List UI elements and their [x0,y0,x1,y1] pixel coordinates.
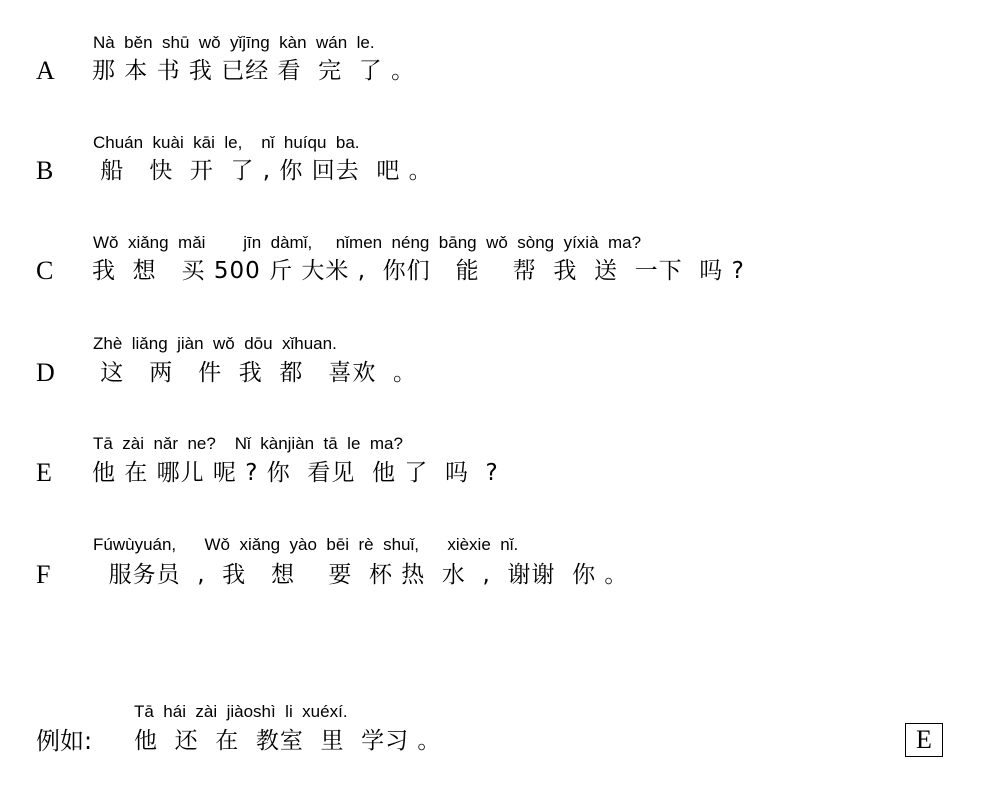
hanzi-line: 这 两 件 我 都 喜欢 。 [92,360,417,386]
option-letter: E [36,458,52,487]
hanzi-line: 我 想 买 500 斤 大米 , 你们 能 帮 我 送 一下 吗 ? [92,258,745,284]
hanzi-line: 船 快 开 了 , 你 回去 吧 。 [92,158,433,184]
hanzi-line: 那 本 书 我 已经 看 完 了 。 [92,58,416,84]
pinyin-line: Wǒ xiǎng mǎi jīn dàmǐ, nǐmen néng bāng wǒ sòng yíxià ma? [93,233,642,252]
hanzi-line: 服务员 , 我 想 要 杯 热 水 , 谢谢 你 。 [92,562,629,588]
option-letter: D [36,358,55,387]
example-pinyin: Tā hái zài jiàoshì li xuéxí. [134,702,348,721]
pinyin-line: Tā zài nǎr ne? Nǐ kànjiàn tā le ma? [93,434,403,453]
pinyin-line: Zhè liǎng jiàn wǒ dōu xǐhuan. [93,334,337,353]
option-letter: B [36,156,54,185]
pinyin-line: Fúwùyuán, Wǒ xiǎng yào bēi rè shuǐ, xièxie nǐ. [93,535,519,554]
pinyin-line: Nà běn shū wǒ yǐjīng kàn wán le. [93,33,375,52]
option-letter: C [36,256,54,285]
option-letter: A [36,56,55,85]
answer-box: E [905,723,943,757]
example-label: 例如: [36,727,93,755]
example-hanzi: 他 还 在 教室 里 学习 。 [134,728,442,754]
hanzi-line: 他 在 哪儿 呢 ? 你 看见 他 了 吗 ? [92,460,499,486]
option-letter: F [36,560,51,589]
pinyin-line: Chuán kuài kāi le, nǐ huíqu ba. [93,133,360,152]
